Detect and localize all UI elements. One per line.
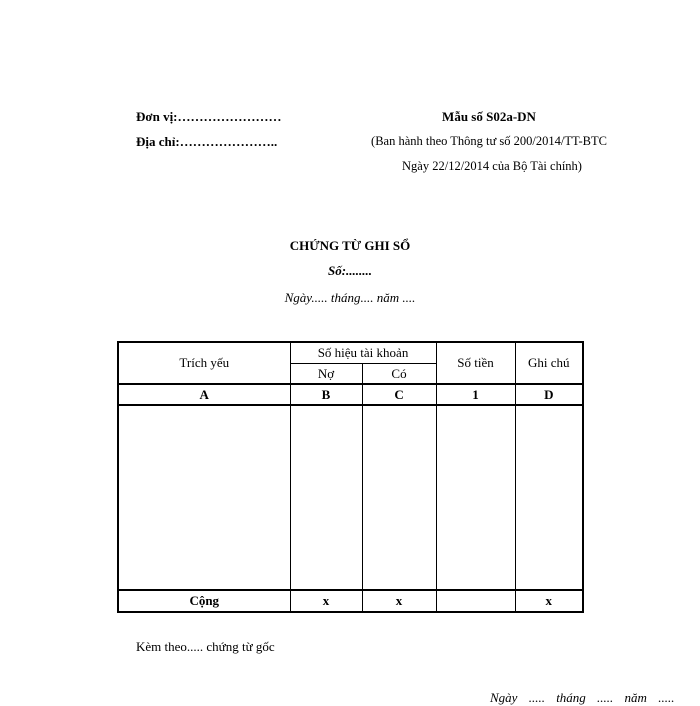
body-cell (515, 405, 583, 590)
attachment-note: Kèm theo..... chứng từ gốc (136, 639, 275, 654)
body-cell (290, 405, 362, 590)
header-amount: Số tiền (436, 342, 515, 384)
code-cell: D (515, 384, 583, 405)
code-cell: B (290, 384, 362, 405)
total-cell (436, 590, 515, 612)
address-label: Địa chỉ:………………….. (136, 134, 278, 149)
total-cell: x (515, 590, 583, 612)
body-cell (436, 405, 515, 590)
header-debit: Nợ (290, 364, 362, 385)
code-cell: A (118, 384, 290, 405)
total-cell: x (290, 590, 362, 612)
header-credit: Có (362, 364, 436, 385)
issued-date-note: Ngày 22/12/2014 của Bộ Tài chính) (402, 159, 582, 173)
form-code: Mẫu số S02a-DN (442, 109, 536, 124)
ledger-table (117, 341, 584, 613)
total-cell: x (362, 590, 436, 612)
issued-by-note: (Ban hành theo Thông tư số 200/2014/TT-BTC (371, 134, 607, 148)
header-account-group: Số hiệu tài khoản (290, 342, 436, 364)
code-cell: C (362, 384, 436, 405)
header-summary: Trích yếu (118, 342, 290, 384)
body-cell (118, 405, 290, 590)
footer-date-line: Ngày ..... tháng ..... năm ..... (490, 690, 675, 705)
header-note: Ghi chú (515, 342, 583, 384)
unit-label: Đơn vị:…………………… (136, 109, 282, 124)
document-number: Số:........ (327, 263, 373, 278)
total-label: Cộng (118, 590, 290, 612)
document-date: Ngày..... tháng.... năm .... (284, 290, 416, 305)
body-cell (362, 405, 436, 590)
document-title: CHỨNG TỪ GHI SỔ (289, 238, 411, 253)
code-cell: 1 (436, 384, 515, 405)
